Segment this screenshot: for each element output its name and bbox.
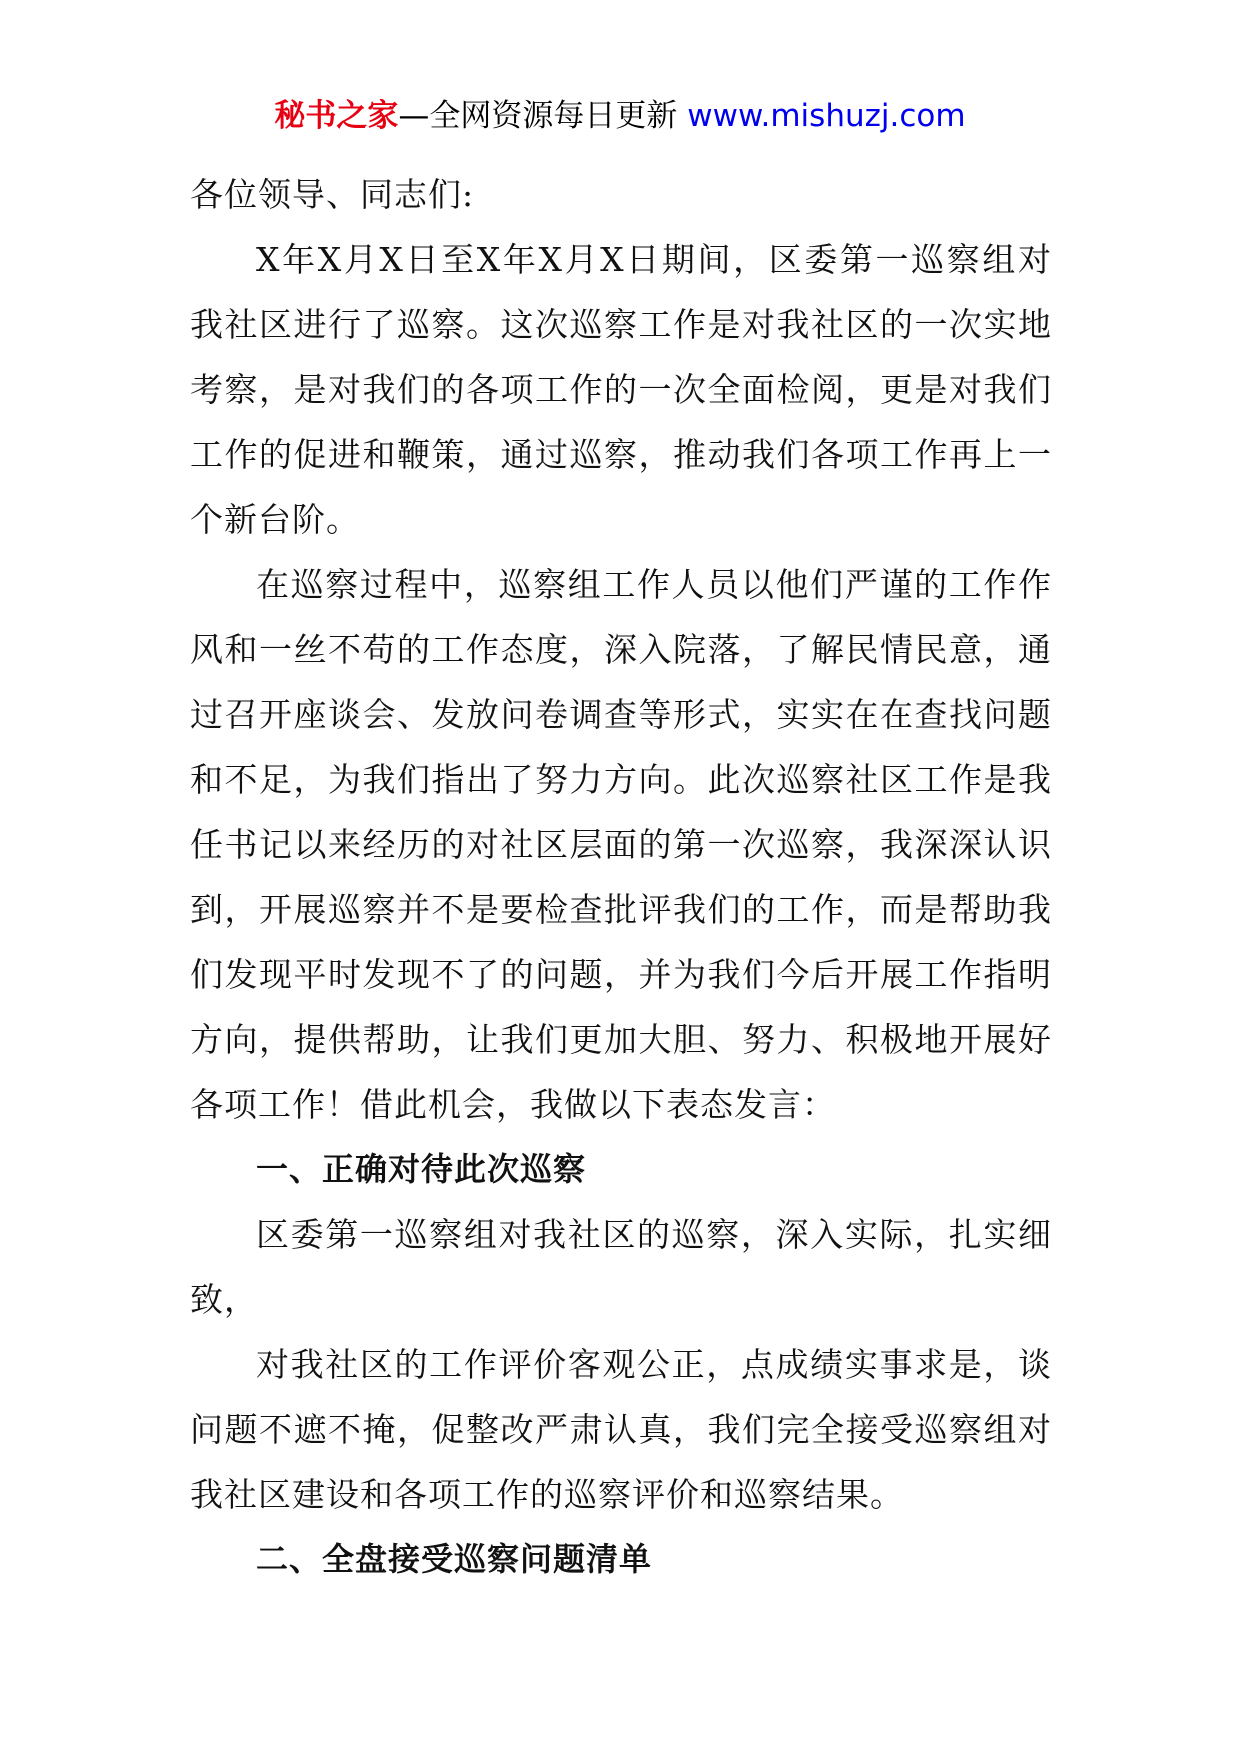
- paragraph-line: X年X月X日至X年X月X日期间，区委第一巡察组对: [256, 240, 1052, 279]
- brand-slogan: —全网资源每日更新: [398, 98, 678, 134]
- paragraph-line: 风和一丝不苟的工作态度，深入院落，了解民情民意，通: [190, 630, 1052, 669]
- paragraph-line: 在巡察过程中，巡察组工作人员以他们严谨的工作作: [256, 565, 1052, 604]
- document-body: [190, 162, 1052, 1592]
- salutation: 各位领导、同志们:: [190, 175, 475, 214]
- paragraph-line: 任书记以来经历的对社区层面的第一次巡察，我深深认识: [190, 825, 1052, 864]
- paragraph-line: 我社区进行了巡察。这次巡察工作是对我社区的一次实地: [190, 305, 1052, 344]
- paragraph-line: 问题不遮不掩，促整改严肃认真，我们完全接受巡察组对: [190, 1410, 1052, 1449]
- brand-name: 秘书之家: [274, 98, 399, 134]
- site-url-link[interactable]: www.mishuzj.com: [687, 98, 966, 134]
- paragraph-line: 对我社区的工作评价客观公正，点成绩实事求是，谈: [256, 1345, 1052, 1384]
- paragraph-line: 考察，是对我们的各项工作的一次全面检阅，更是对我们: [190, 370, 1052, 409]
- site-watermark-header: [0, 96, 1240, 136]
- section-heading-2: 二、全盘接受巡察问题清单: [256, 1540, 653, 1578]
- paragraph-line: 和不足，为我们指出了努力方向。此次巡察社区工作是我: [190, 760, 1052, 799]
- paragraph-line: 致，: [190, 1280, 258, 1319]
- paragraph-line: 个新台阶。: [190, 500, 360, 539]
- paragraph-line: 过召开座谈会、发放问卷调查等形式，实实在在查找问题: [190, 695, 1052, 734]
- paragraph-line: 区委第一巡察组对我社区的巡察，深入实际，扎实细: [256, 1215, 1052, 1254]
- paragraph-line: 我社区建设和各项工作的巡察评价和巡察结果。: [190, 1475, 904, 1514]
- paragraph-line: 到，开展巡察并不是要检查批评我们的工作，而是帮助我: [190, 890, 1052, 929]
- paragraph-line: 方向，提供帮助，让我们更加大胆、努力、积极地开展好: [190, 1020, 1052, 1059]
- paragraph-line: 各项工作！借此机会，我做以下表态发言：: [190, 1085, 836, 1124]
- paragraph-line: 工作的促进和鞭策，通过巡察，推动我们各项工作再上一: [190, 435, 1052, 474]
- paragraph-line: 们发现平时发现不了的问题，并为我们今后开展工作指明: [190, 955, 1052, 994]
- section-heading-1: 一、正确对待此次巡察: [256, 1150, 587, 1188]
